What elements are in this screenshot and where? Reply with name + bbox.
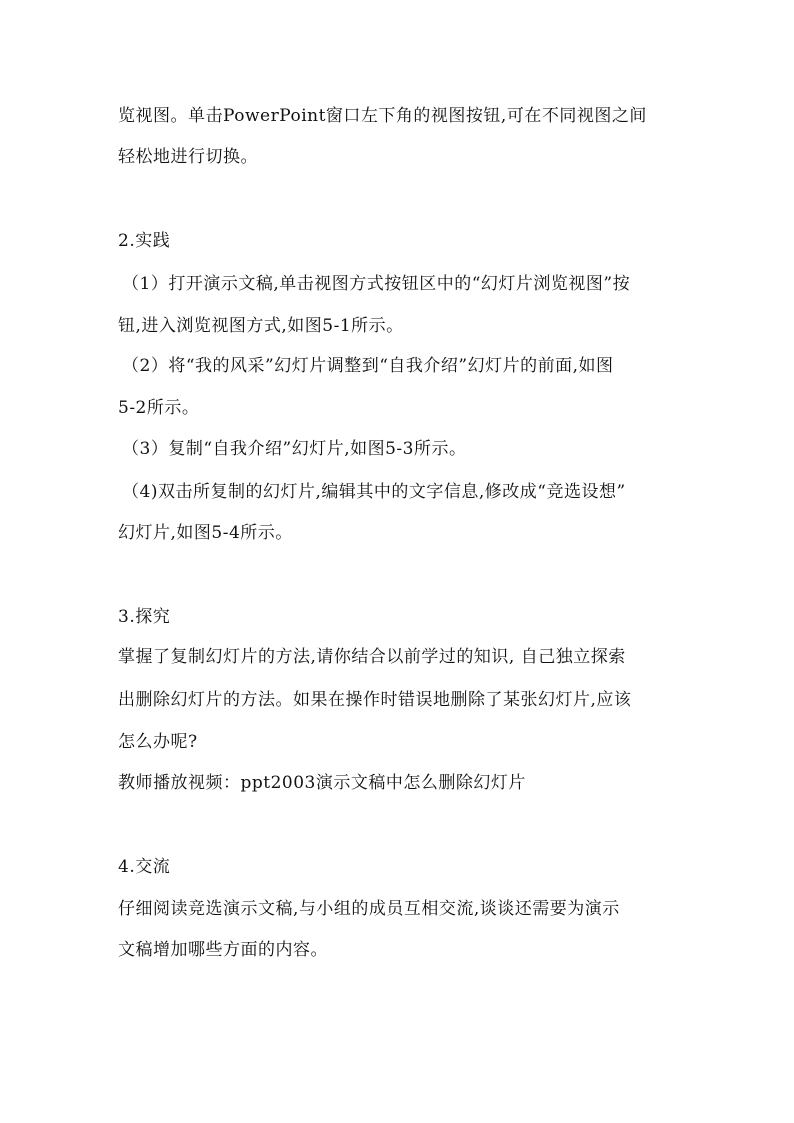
paragraph-line: 文稿增加哪些方面的内容。: [118, 940, 328, 960]
step-1-line: （1）打开演示文稿,单击视图方式按钮区中的“幻灯片浏览视图”按: [122, 274, 631, 294]
paragraph-line: 轻松地进行切换。: [118, 147, 258, 167]
step-3-line: （3）复制“自我介绍”幻灯片,如图5-3所示。: [122, 439, 467, 459]
section-heading-exchange: 4.交流: [118, 857, 171, 877]
paragraph-line: 怎么办呢?: [118, 732, 198, 752]
step-4-line: （4)双击所复制的幻灯片,编辑其中的文字信息,修改成“竞选设想”: [122, 482, 626, 502]
paragraph-line: 出删除幻灯片的方法。如果在操作时错误地删除了某张幻灯片,应该: [118, 690, 632, 710]
paragraph-line: 览视图。单击PowerPoint窗口左下角的视图按钮,可在不同视图之间: [118, 106, 647, 126]
section-heading-practice: 2.实践: [118, 231, 171, 251]
step-2-line: 5-2所示。: [118, 398, 200, 418]
section-heading-explore: 3.探究: [118, 607, 171, 627]
paragraph-line: 仔细阅读竞选演示文稿,与小组的成员互相交流,谈谈还需要为演示: [118, 899, 620, 919]
step-2-line: （2）将“我的风采”幻灯片调整到“自我介绍”幻灯片的前面,如图: [122, 356, 614, 376]
paragraph-line: 掌握了复制幻灯片的方法,请你结合以前学过的知识, 自己独立探索: [118, 647, 626, 667]
teacher-video-line: 教师播放视频：ppt2003演示文稿中怎么删除幻灯片: [118, 773, 526, 793]
step-4-line: 幻灯片,如图5-4所示。: [118, 523, 293, 543]
step-1-line: 钮,进入浏览视图方式,如图5-1所示。: [118, 316, 404, 336]
